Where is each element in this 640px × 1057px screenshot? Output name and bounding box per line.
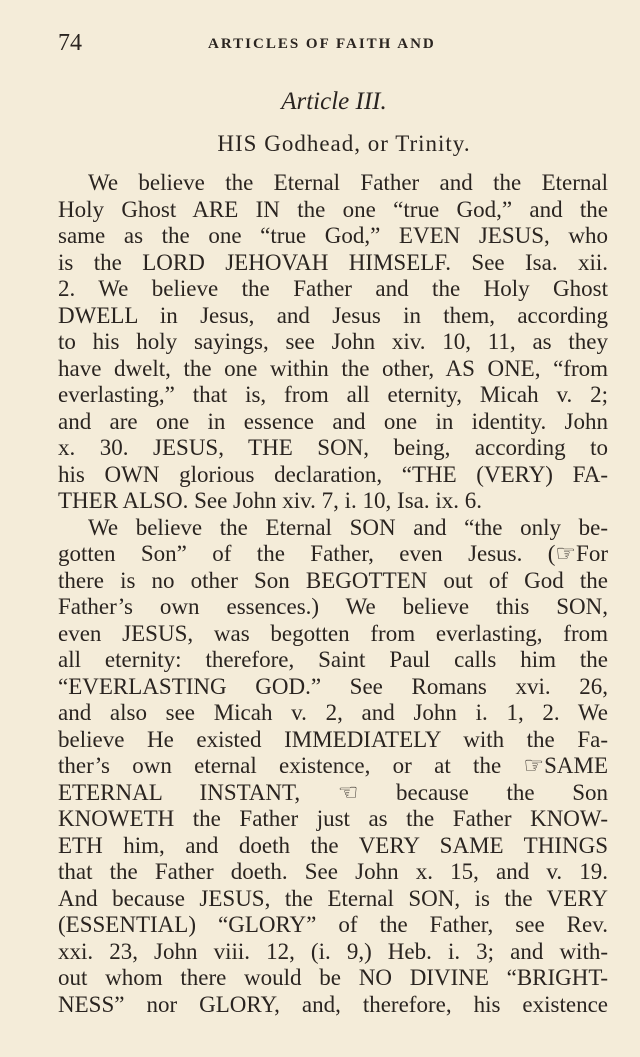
text-line: KNOWETH the Father just as the Father KNOW- <box>58 806 608 831</box>
text-line: same as the one “true God,” EVEN JESUS, who <box>58 223 608 248</box>
paragraph-1 <box>58 170 608 515</box>
text-line: NESS” nor GLORY, and, therefore, his existence <box>58 991 608 1017</box>
text-line: “EVERLASTING GOD.” See Romans xvi. 26, <box>58 673 608 699</box>
text-line: ETH him, and doeth the VERY SAME THINGS <box>58 832 608 858</box>
paragraph-2 <box>58 515 608 1019</box>
section-heading: HIS Godhead, or Trinity. <box>217 131 471 156</box>
running-title: ARTICLES OF FAITH AND <box>208 36 436 52</box>
text-line: We believe the Eternal SON and “the only be- <box>88 514 608 540</box>
text-line: all eternity: therefore, Saint Paul calls him the <box>58 647 608 672</box>
running-head <box>58 30 618 60</box>
text-line: is the LORD JEHOVAH HIMSELF. See Isa. xii. <box>58 249 608 275</box>
text-line: (ESSENTIAL) “GLORY” of the Father, see Rev. <box>58 912 608 937</box>
text-line: to his holy sayings, see John xiv. 10, 11, as they <box>58 329 608 354</box>
page-number: 74 <box>58 30 82 56</box>
text-line: And because JESUS, the Eternal SON, is the VERY <box>58 885 608 911</box>
text-line: Father’s own essences.) We believe this SON, <box>58 594 608 619</box>
text-line: everlasting,” that is, from all eternity, Micah v. 2; <box>58 382 608 407</box>
text-line: xxi. 23, John viii. 12, (i. 9,) Heb. i. 3; and with- <box>58 938 608 964</box>
text-line: gotten Son” of the Father, even Jesus. (☞For <box>58 541 608 566</box>
text-line: THER ALSO. See John xiv. 7, i. 10, Isa. ix. 6. <box>58 488 482 513</box>
text-line: We believe the Eternal Father and the Eternal <box>88 170 608 195</box>
text-line: and are one in essence and one in identity. John <box>58 408 608 434</box>
text-line: 2. We believe the Father and the Holy Ghost <box>58 276 608 301</box>
text-line: even JESUS, was begotten from everlasting, from <box>58 620 608 646</box>
text-line: x. 30. JESUS, THE SON, being, according to <box>58 435 608 460</box>
text-line: have dwelt, the one within the other, AS ONE, “from <box>58 355 608 381</box>
text-line: ETERNAL INSTANT, ☜ because the Son <box>58 779 608 805</box>
text-line: Holy Ghost ARE IN the one “true God,” and the <box>58 196 608 222</box>
text-line: that the Father doeth. See John x. 15, and v. 19. <box>58 859 608 884</box>
text-line: and also see Micah v. 2, and John i. 1, 2. We <box>58 700 608 725</box>
text-line: out whom there would be NO DIVINE “BRIGHT- <box>58 965 608 990</box>
text-line: there is no other Son BEGOTTEN out of God the <box>58 567 608 593</box>
text-line: believe He existed IMMEDIATELY with the Fa- <box>58 726 608 752</box>
text-line: DWELL in Jesus, and Jesus in them, according <box>58 302 608 328</box>
text-line: his OWN glorious declaration, “THE (VERY) FA- <box>58 461 608 487</box>
body-text <box>58 170 608 1018</box>
article-heading: Article III. <box>281 88 387 115</box>
text-line: ther’s own eternal existence, or at the ☞SAME <box>58 753 608 778</box>
